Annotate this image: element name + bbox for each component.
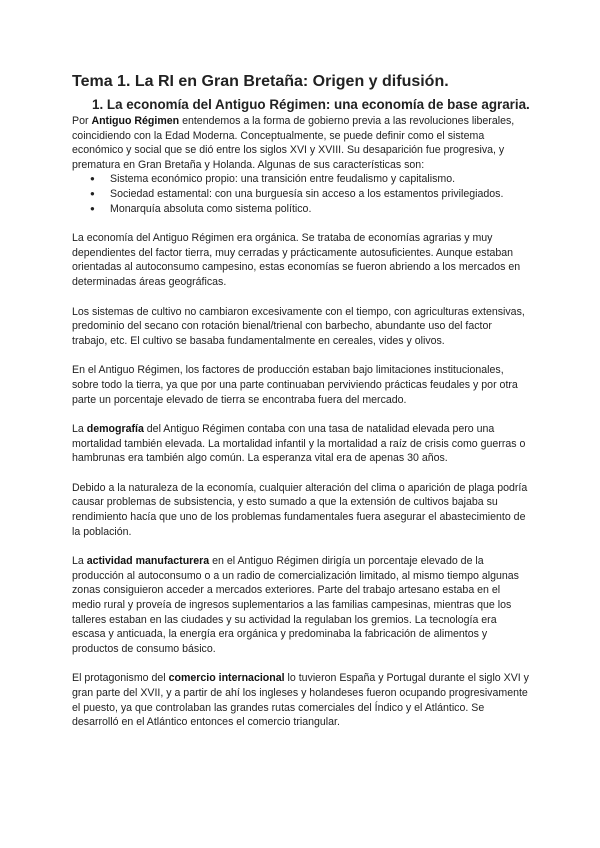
list-item: ● Sistema económico propio: una transición entre feudalismo y capitalismo. <box>110 172 530 187</box>
paragraph-sistemas-cultivo: Los sistemas de cultivo no cambiaron excesivamente con el tiempo, con agriculturas extensivas, predominio del secano con rotación bienal/trienal con barbecho, abundante uso del factor trabajo, etc. El cultivo se basaba fundamentalmente en cereales, vides y olivos. <box>72 305 525 347</box>
document-title: Tema 1. La RI en Gran Bretaña: Origen y difusión. <box>72 73 449 90</box>
list-item: ● Sociedad estamental: con una burguesía sin acceso a los estamentos privilegiados. <box>110 187 530 202</box>
paragraph-economia-organica: La economía del Antiguo Régimen era orgánica. Se trataba de economías agrarias y muy dependientes del factor tierra, muy cerradas y prácticamente autosuficientes. Aunque estaban orientadas al autoconsumo campesino, estas economías se fueron abriendo a los mercados en determinadas áreas geográficas. <box>72 232 521 288</box>
text-span: La <box>72 423 87 436</box>
bold-term: actividad manufacturera <box>86 555 210 568</box>
section-heading: 1. La economía del Antiguo Régimen: una economía de base agraria. <box>92 97 530 112</box>
paragraph-demografia <box>72 422 530 466</box>
characteristics-list <box>72 172 530 216</box>
list-item: ● Monarquía absoluta como sistema político. <box>110 202 530 217</box>
text-span: entendemos a la forma de gobierno previa a las revoluciones liberales, coincidiendo con la Edad Moderna. Conceptualmente, se puede definir como el sistema económico y social que se dió entre los siglos XVI y XVIII. Su desaparición fue progresiva, y prematura en Gran Bretaña y Holanda. Algunas de sus características son: <box>72 115 515 171</box>
bold-term: Antiguo Régimen <box>91 115 180 127</box>
bold-term: demografía <box>86 423 144 436</box>
paragraph-factores-produccion: En el Antiguo Régimen, los factores de producción estaban bajo limitaciones institucionales, sobre todo la tierra, ya que por una parte continuaban perviviendo prácticas feudales y por otra parte un porcentaje elevado de tierra se encontraba fuera del mercado. <box>72 364 518 406</box>
text-span: del Antiguo Régimen contaba con una tasa de natalidad elevada pero una mortalidad también elevada. La mortalidad infantil y la mortalidad a raíz de crisis como guerras o hambrunas era también algo común. La esperanza vital era de apenas 30 años. <box>72 423 526 465</box>
text-span: en el Antiguo Régimen dirigía un porcentaje elevado de la producción al autoconsumo o a un radio de comercialización limitado, al mismo tiempo algunas zonas consiguieron acceder a mercados exteriores. Parte del trabajo artesano estaba en el medio rural y proveía de ingresos suplementarios a las familias campesinas, mientras que los talleres estaban en las ciudades y su actividad la regulaban los gremios. La tecnología era escasa y anticuada, la energía era orgánica y predominaba la fabricación de alimentos y productos de consumo básico. <box>72 555 519 655</box>
paragraph-subsistencia: Debido a la naturaleza de la economía, cualquier alteración del clima o aparición de plaga podría causar problemas de subsistencia, y esto sumado a que la extensión de cultivos bajaba su rendimiento hacía que uno de los problemas fundamentales fuera asegurar el abastecimiento de la población. <box>72 481 528 538</box>
text-span: La <box>72 555 87 568</box>
text-span: El protagonismo del <box>72 672 169 685</box>
paragraph-comercio <box>72 671 530 729</box>
paragraph-antiguo-regimen <box>72 114 530 172</box>
text-span: Por <box>72 115 92 127</box>
bold-term: comercio internacional <box>168 672 285 685</box>
paragraph-manufactura <box>72 554 530 656</box>
text-span: lo tuvieron España y Portugal durante el siglo XVI y gran parte del XVII, y a partir de ahí los ingleses y holandeses fueron ocupando progresivamente el puesto, ya que controlaban las grandes rutas comerciales del Índico y el Atlántico. Se desarrolló en el Atlántico entonces el comercio triangular. <box>72 672 529 729</box>
